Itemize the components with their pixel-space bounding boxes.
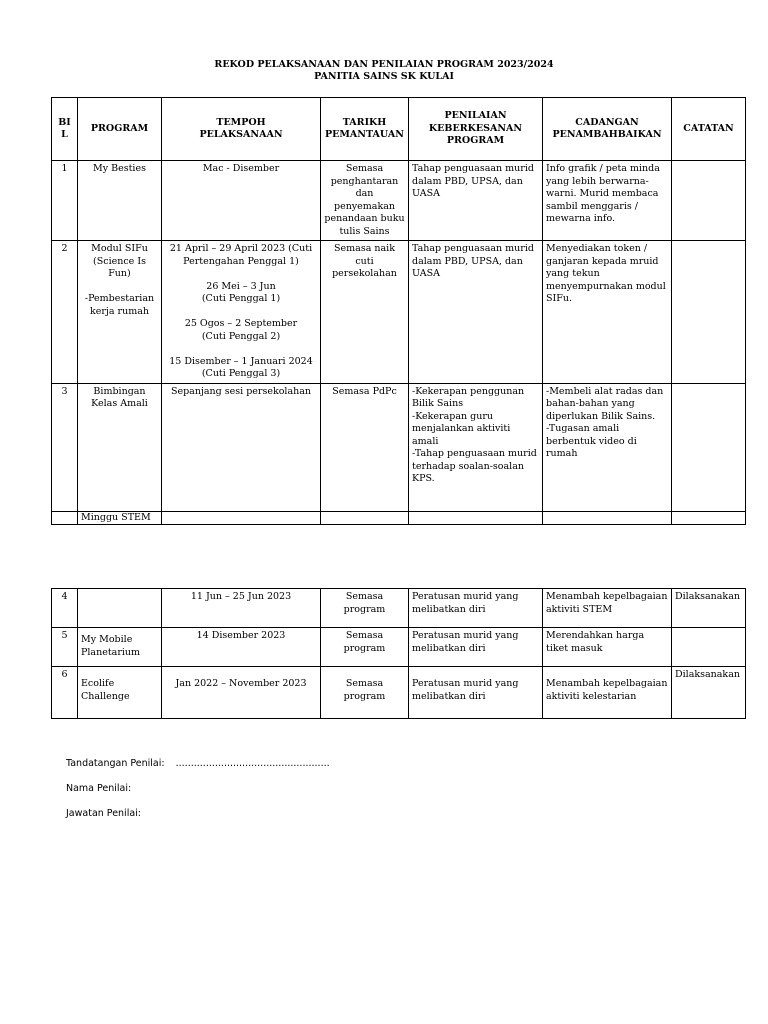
cell-tarikh: Semasa naik cuti persekolahan: [321, 241, 409, 384]
cell-bil: 5: [52, 628, 78, 667]
cell-cadangan: Menambah kepelbagaian aktiviti STEM: [543, 589, 672, 628]
cell-tarikh: Semasa PdPc: [321, 383, 409, 511]
cell-tarikh: [321, 511, 409, 524]
cell-tempoh: Jan 2022 – November 2023: [162, 667, 321, 719]
table-header-row: [52, 98, 746, 161]
cell-program: Minggu STEM: [78, 511, 162, 524]
signature-row: [66, 758, 330, 769]
cell-tarikh: Semasa program: [321, 628, 409, 667]
cell-penilaian: Peratusan murid yang melibatkan diri: [409, 667, 543, 719]
cell-tempoh: Sepanjang sesi persekolahan: [162, 383, 321, 511]
cell-cadangan: Merendahkan harga tiket masuk: [543, 628, 672, 667]
cell-program: Bimbingan Kelas Amali: [78, 383, 162, 511]
cell-program: [78, 589, 162, 628]
cell-tempoh: Mac - Disember: [162, 161, 321, 241]
cell-penilaian: [409, 511, 543, 524]
column-header-program: PROGRAM: [78, 98, 162, 161]
cell-bil: [52, 511, 78, 524]
cell-catatan: [672, 161, 746, 241]
table-row: [52, 667, 746, 719]
cell-bil: 3: [52, 383, 78, 511]
cell-catatan: [672, 628, 746, 667]
cell-penilaian: -Kekerapan penggunan Bilik Sains -Kekerapan guru menjalankan aktiviti amali -Tahap penguasaan murid terhadap soalan-soalan KPS.: [409, 383, 543, 511]
document-title: REKOD PELAKSANAAN DAN PENILAIAN PROGRAM 2023/2024: [214, 59, 554, 70]
cell-catatan: [672, 241, 746, 384]
evaluator-position-label: Jawatan Penilai:: [66, 808, 141, 819]
column-header-tempoh: TEMPOH PELAKSANAAN: [162, 98, 321, 161]
table-row: [52, 628, 746, 667]
cell-bil: 6: [52, 667, 78, 719]
document-subtitle: PANITIA SAINS SK KULAI: [314, 71, 454, 82]
cell-catatan: Dilaksanakan: [672, 589, 746, 628]
cell-program: My Besties: [78, 161, 162, 241]
column-header-bil: BI L: [52, 98, 78, 161]
cell-catatan: [672, 511, 746, 524]
cell-tarikh: Semasa penghantaran dan penyemakan penandaan buku tulis Sains: [321, 161, 409, 241]
cell-catatan: Dilaksanakan: [672, 667, 746, 719]
cell-tarikh: Semasa program: [321, 667, 409, 719]
cell-cadangan: Menambah kepelbagaian aktiviti kelestarian: [543, 667, 672, 719]
cell-program: Ecolife Challenge: [78, 667, 162, 719]
table-row: [52, 161, 746, 241]
signature-label: Tandatangan Penilai:: [66, 758, 165, 769]
signature-line: ...................................................: [175, 758, 330, 769]
cell-cadangan: Info grafik / peta minda yang lebih berwarna-warni. Murid membaca sambil menggaris / mewarna info.: [543, 161, 672, 241]
program-record-table-continued: [51, 588, 746, 719]
cell-catatan: [672, 383, 746, 511]
cell-cadangan: Menyediakan token / ganjaran kepada mruid yang tekun menyempurnakan modul SIFu.: [543, 241, 672, 384]
cell-tempoh: 21 April – 29 April 2023 (Cuti Pertengahan Penggal 1) 26 Mei – 3 Jun (Cuti Penggal 1) 25 Ogos – 2 September (Cuti Penggal 2) 15 Disember – 1 Januari 2024 (Cuti Penggal 3): [162, 241, 321, 384]
column-header-penilaian: PENILAIAN KEBERKESANAN PROGRAM: [409, 98, 543, 161]
cell-tempoh: 14 Disember 2023: [162, 628, 321, 667]
column-header-catatan: CATATAN: [672, 98, 746, 161]
cell-cadangan: -Membeli alat radas dan bahan-bahan yang diperlukan Bilik Sains. -Tugasan amali berbentuk video di rumah: [543, 383, 672, 511]
program-record-table: [51, 97, 746, 525]
column-header-tarikh: TARIKH PEMANTAUAN: [321, 98, 409, 161]
evaluator-name-label: Nama Penilai:: [66, 783, 132, 794]
cell-tempoh: 11 Jun – 25 Jun 2023: [162, 589, 321, 628]
cell-cadangan: [543, 511, 672, 524]
cell-penilaian: Tahap penguasaan murid dalam PBD, UPSA, dan UASA: [409, 161, 543, 241]
table-row: [52, 511, 746, 524]
table-row: [52, 241, 746, 384]
cell-program: My Mobile Planetarium: [78, 628, 162, 667]
cell-penilaian: Peratusan murid yang melibatkan diri: [409, 628, 543, 667]
cell-bil: 1: [52, 161, 78, 241]
table-row: [52, 383, 746, 511]
cell-bil: 2: [52, 241, 78, 384]
cell-penilaian: Peratusan murid yang melibatkan diri: [409, 589, 543, 628]
cell-penilaian: Tahap penguasaan murid dalam PBD, UPSA, dan UASA: [409, 241, 543, 384]
cell-tempoh: [162, 511, 321, 524]
cell-program: Modul SIFu (Science Is Fun) -Pembestarian kerja rumah: [78, 241, 162, 384]
column-header-cadangan: CADANGAN PENAMBAHBAIKAN: [543, 98, 672, 161]
table-row: [52, 589, 746, 628]
cell-tarikh: Semasa program: [321, 589, 409, 628]
cell-bil: 4: [52, 589, 78, 628]
